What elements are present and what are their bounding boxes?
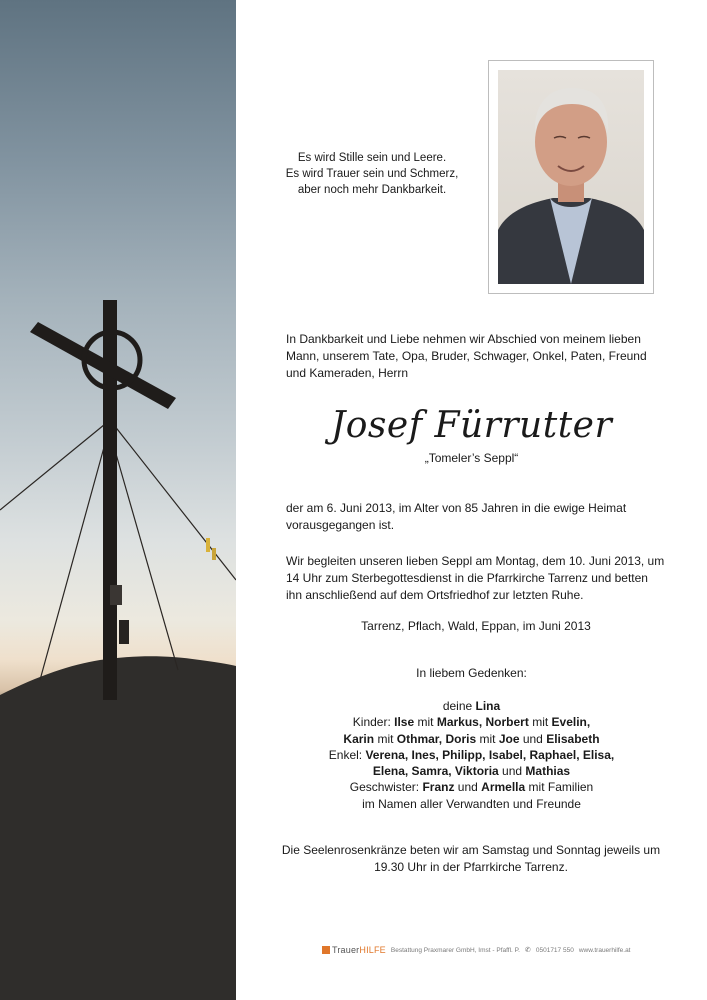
- phone-icon: ✆: [524, 947, 531, 954]
- logo-square-icon: [322, 946, 330, 954]
- death-notice: der am 6. Juni 2013, im Alter von 85 Jahren in die ewige Heimat vorausgegangen ist.: [286, 501, 627, 532]
- intro-text: In Dankbarkeit und Liebe nehmen wir Abschied von meinem lieben Mann, unserem Tate, Opa, Bruder, Schwager, Onkel, Paten, Freund und Kameraden, Herrn: [286, 332, 647, 380]
- rosary-notice: Die Seelenrosenkränze beten wir am Samstag und Sonntag jeweils um 19.30 Uhr in der Pfarrkirche Tarrenz.: [281, 843, 661, 874]
- mourner-line-grandchildren-2: Elena, Samra, Viktoria und Mathias: [372, 764, 571, 779]
- place-date: Tarrenz, Pflach, Wald, Eppan, im Juni 2013: [361, 619, 591, 633]
- mourner-line-spouse: deine Lina: [442, 699, 501, 713]
- mourner-line-relatives: im Namen aller Verwandten und Freunde: [362, 796, 581, 811]
- footer-company: Bestattung Praxmarer GmbH, Imst - Pfaffl. P.: [390, 946, 520, 954]
- memory-heading: In liebem Gedenken:: [416, 666, 527, 680]
- deceased-name: Josef Fürrutter: [330, 405, 613, 446]
- memorial-quote: Es wird Stille sein und Leere. Es wird Trauer sein und Schmerz, aber noch mehr Dankbarkeit.: [285, 152, 459, 196]
- portrait-photo: [498, 70, 644, 284]
- notice-content: [236, 0, 707, 1000]
- trauerhilfe-logo: TrauerHILFE: [322, 945, 386, 955]
- mourner-line-siblings: Geschwister: Franz und Armella mit Familien: [349, 780, 594, 795]
- cross-landscape-photo: [0, 0, 236, 1000]
- mourner-line-children-1: Kinder: Ilse mit Markus, Norbert mit Evelin,: [352, 715, 591, 730]
- mourner-line-grandchildren-1: Enkel: Verena, Ines, Philipp, Isabel, Raphael, Elisa,: [328, 747, 615, 762]
- funeral-notice: Wir begleiten unseren lieben Seppl am Montag, dem 10. Juni 2013, um 14 Uhr zum Sterbegottesdienst in die Pfarrkirche Tarrenz und betten ihn anschließend auf dem Ortsfriedhof zur letzten Ruhe.: [286, 554, 665, 602]
- footer: [322, 945, 702, 955]
- summit-cross-illustration: [0, 0, 236, 1000]
- mourner-line-children-2: Karin mit Othmar, Doris mit Joe und Elisabeth: [343, 731, 600, 746]
- deceased-nickname: „Tomeler’s Seppl“: [424, 451, 519, 465]
- footer-phone: 0501717 550: [535, 946, 574, 954]
- footer-web: www.trauerhilfe.at: [578, 946, 631, 954]
- mourners-list: [236, 698, 707, 812]
- portrait-illustration: [498, 70, 644, 284]
- portrait-frame: [488, 60, 654, 294]
